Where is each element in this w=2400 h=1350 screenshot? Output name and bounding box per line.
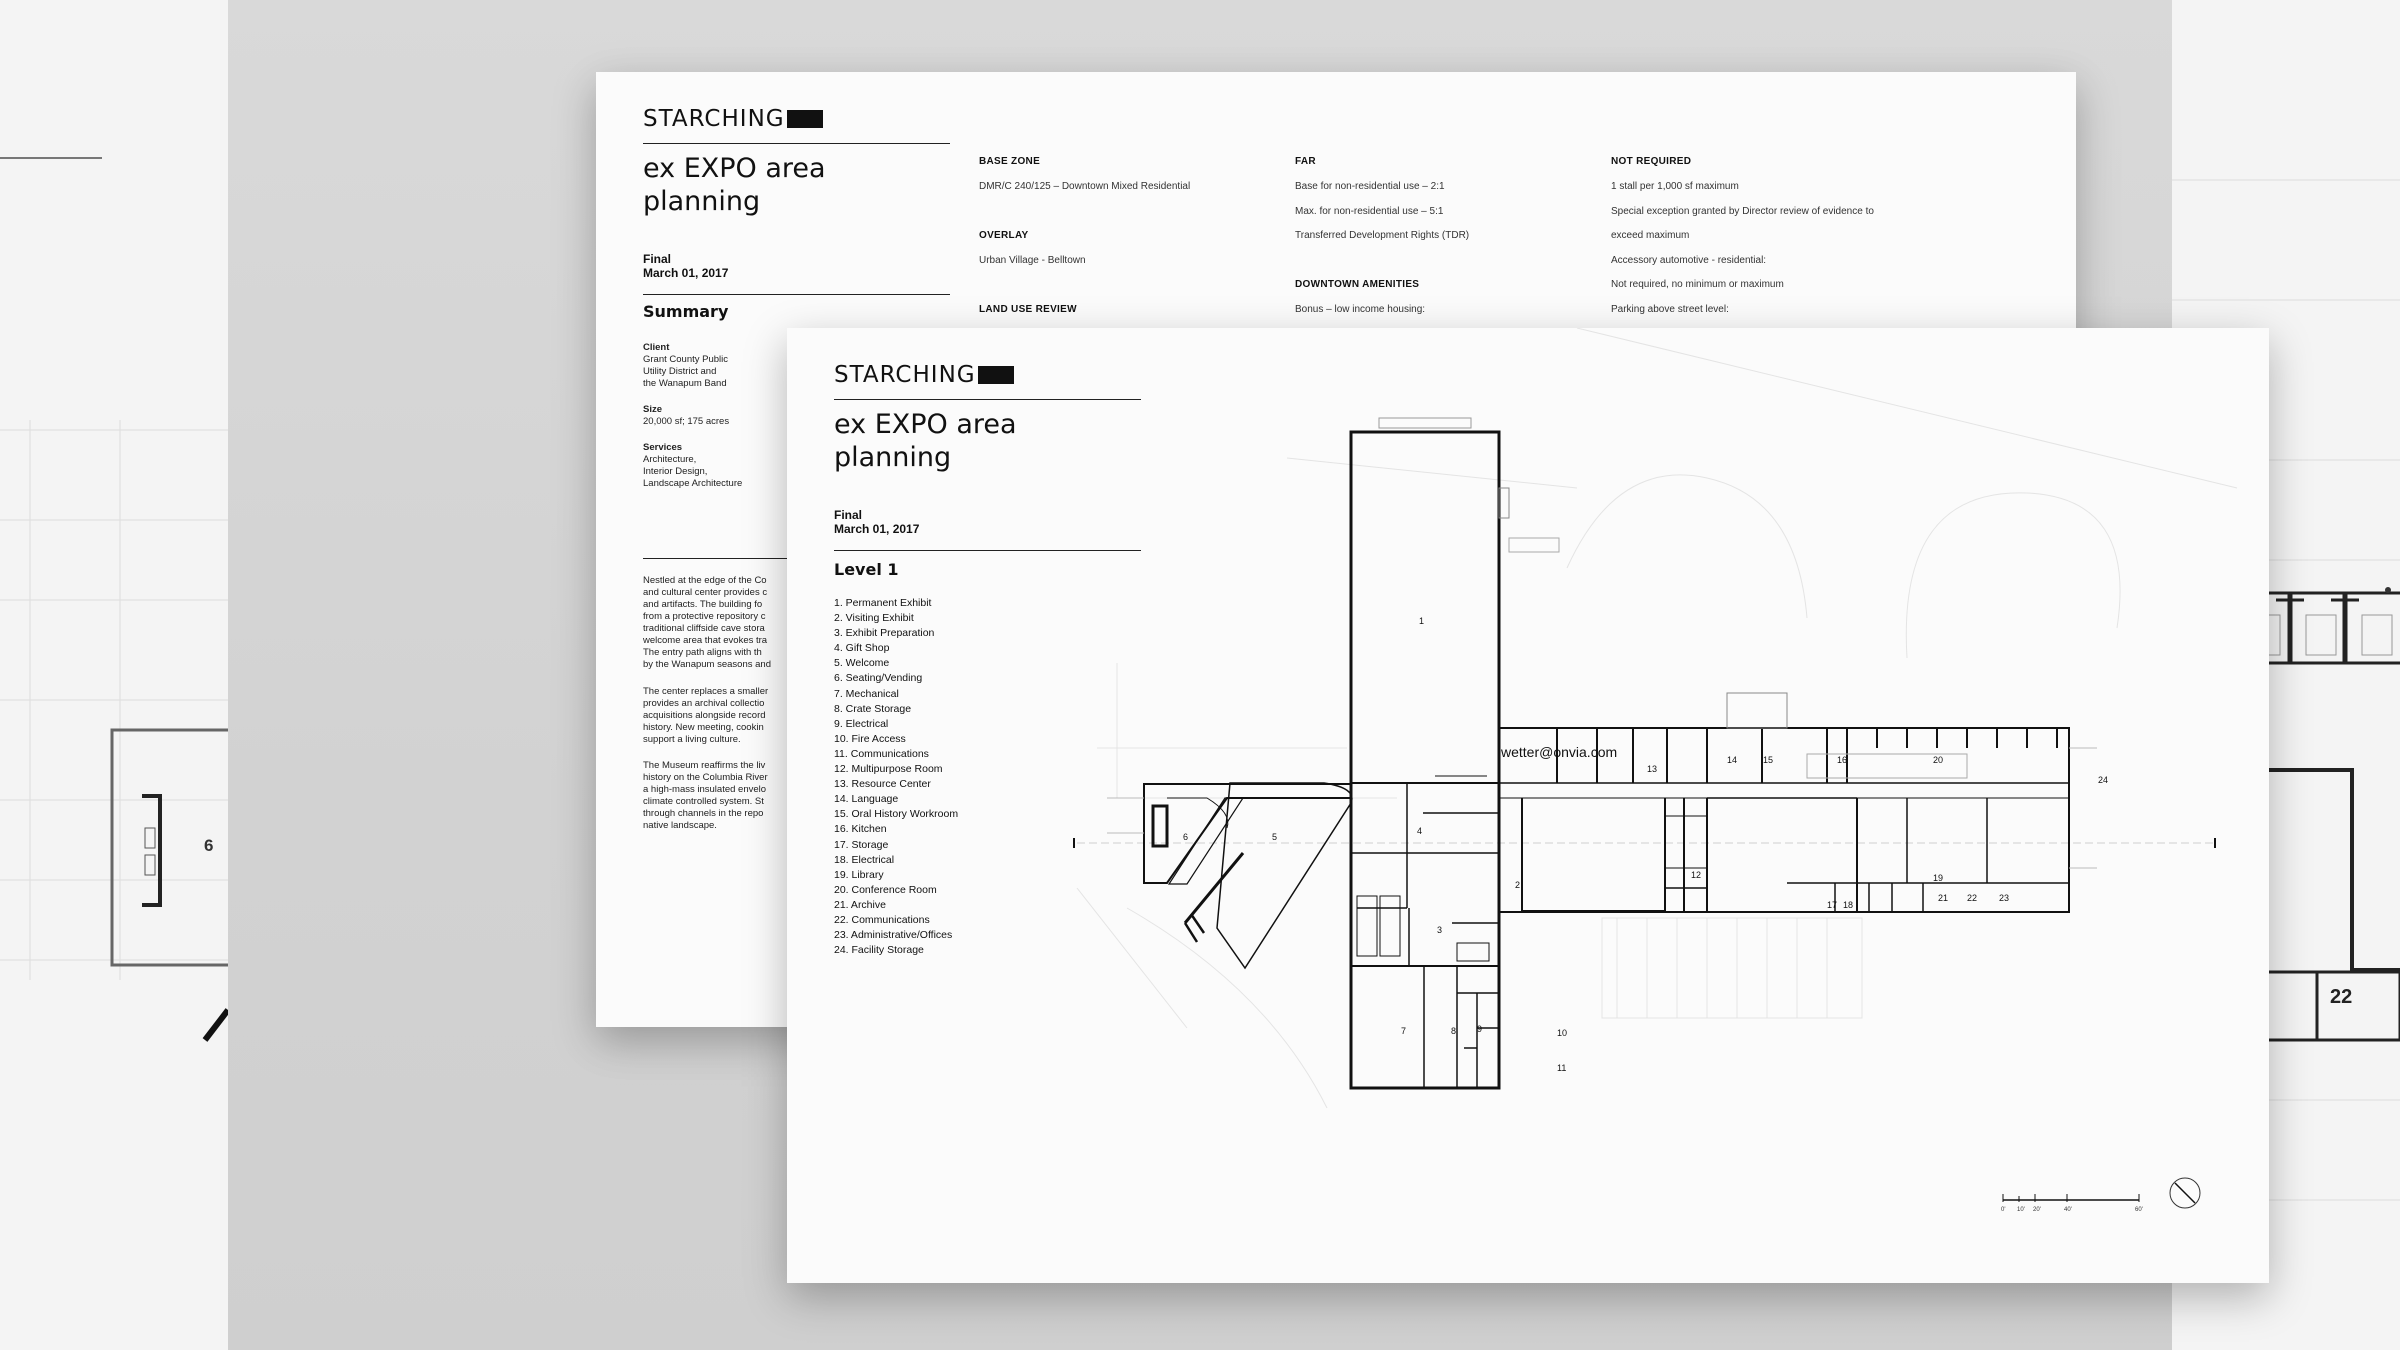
zoning-heading: OVERLAY: [979, 230, 1029, 241]
summary-paragraph: The Museum reaffirms the liv history on the Columbia River a high-mass insulated envelo climate controlled system. St through channels in the repo native landscape.: [643, 760, 768, 831]
status-label: Final: [834, 508, 863, 522]
legend-item: 24. Facility Storage: [834, 944, 924, 957]
brand-logo: [643, 106, 823, 132]
scale-tick-label: 60': [2135, 1207, 2143, 1213]
room-number: 17: [1827, 900, 1838, 910]
background-room-label: 22: [2330, 986, 2353, 1008]
legend-item: 20. Conference Room: [834, 883, 937, 896]
sheet-title: [643, 152, 826, 218]
room-number: 18: [1843, 900, 1854, 910]
divider: [643, 143, 950, 144]
room-number: 9: [1477, 1024, 1483, 1034]
background-room-label: 6: [204, 836, 214, 855]
logo-block: [787, 110, 823, 128]
legend-item: 18. Electrical: [834, 853, 895, 866]
zoning-text: Transferred Development Rights (TDR): [1295, 230, 1470, 241]
legend-item: 9. Electrical: [834, 717, 889, 730]
zoning-text: DMR/C 240/125 – Downtown Mixed Residential: [979, 181, 1191, 192]
meta-label: Services: [643, 442, 683, 453]
title-line: planning: [643, 186, 761, 217]
summary-paragraph: Nestled at the edge of the Co and cultural center provides c and artifacts. The building fo from a protective repository c traditional cliffside cave stora welcome area that evokes tra The entry path aligns with th by the Wanapum seasons and: [643, 575, 771, 670]
zoning-text: 1 stall per 1,000 sf maximum: [1611, 181, 1739, 192]
divider: [643, 558, 793, 559]
legend-item: 16. Kitchen: [834, 823, 887, 836]
meta-line: Landscape Architecture: [643, 478, 743, 489]
room-number: 5: [1272, 832, 1278, 842]
room-number: 10: [1557, 1028, 1568, 1038]
room-number: 1: [1419, 616, 1425, 626]
room-number: 21: [1938, 893, 1949, 903]
room-number: 12: [1691, 870, 1702, 880]
room-number: 3: [1437, 925, 1443, 935]
legend-item: 14. Language: [834, 793, 899, 806]
date-label: March 01, 2017: [643, 266, 729, 280]
zoning-text: exceed maximum: [1611, 230, 1690, 241]
room-number: 11: [1557, 1063, 1567, 1073]
scale-tick-label: 40': [2064, 1207, 2072, 1213]
meta-line: Grant County Public: [643, 354, 729, 365]
title-line: ex EXPO area: [834, 409, 1017, 440]
legend-item: 10. Fire Access: [834, 732, 906, 745]
zoning-heading: LAND USE REVIEW: [979, 304, 1077, 315]
room-number: 24: [2098, 775, 2109, 785]
zoning-heading: NOT REQUIRED: [1611, 156, 1692, 167]
title-line: ex EXPO area: [643, 153, 826, 184]
scale-bar: [2003, 1194, 2139, 1202]
legend-item: 17. Storage: [834, 838, 889, 851]
meta-label: Client: [643, 342, 670, 353]
legend-item: 3. Exhibit Preparation: [834, 627, 935, 640]
divider: [643, 294, 950, 295]
room-number: 16: [1837, 755, 1848, 765]
zoning-text: Max. for non-residential use – 5:1: [1295, 206, 1444, 217]
zoning-heading: BASE ZONE: [979, 156, 1041, 167]
scale-tick-label: 10': [2017, 1207, 2025, 1213]
scale-tick-label: 0': [2001, 1207, 2006, 1213]
east-wing: [1499, 693, 2097, 912]
legend-item: 12. Multipurpose Room: [834, 763, 943, 776]
zoning-text: Not required, no minimum or maximum: [1611, 279, 1784, 290]
logo-text: STARCHING: [834, 362, 976, 388]
zoning-text: Parking above street level:: [1611, 304, 1729, 315]
legend-item: 21. Archive: [834, 898, 886, 911]
north-arrow-icon: [2170, 1178, 2200, 1208]
services-block: [643, 442, 742, 490]
background-plan-left: [0, 0, 228, 1350]
legend-item: 22. Communications: [834, 913, 930, 926]
room-number: 13: [1647, 764, 1658, 774]
zoning-text: Accessory automotive - residential:: [1611, 255, 1767, 266]
room-number: 20: [1933, 755, 1944, 765]
room-number: 22: [1967, 893, 1978, 903]
level-heading: Level 1: [834, 560, 899, 579]
room-number: 8: [1451, 1026, 1457, 1036]
meta-line: 20,000 sf; 175 acres: [643, 416, 730, 427]
room-number: 15: [1763, 755, 1774, 765]
size-block: [643, 404, 729, 428]
legend-item: 1. Permanent Exhibit: [834, 597, 932, 609]
email-annotation: wetter@onvia.com: [1501, 744, 1618, 760]
presentation-stage: [228, 0, 2172, 1350]
zoning-text: Urban Village - Belltown: [979, 255, 1086, 266]
legend-item: 8. Crate Storage: [834, 702, 912, 715]
legend-item: 5. Welcome: [834, 657, 890, 670]
legend-item: 7. Mechanical: [834, 687, 899, 700]
site-context-lines: [1077, 328, 2237, 1108]
floor-plan-drawing: [787, 328, 2269, 1283]
meta-label: Size: [643, 404, 663, 415]
section-heading: Summary: [643, 302, 729, 321]
legend-item: 19. Library: [834, 868, 884, 881]
legend-item: 2. Visiting Exhibit: [834, 612, 914, 625]
status-label: Final: [643, 252, 672, 266]
meta-line: Architecture,: [643, 454, 697, 465]
scale-tick-label: 20': [2033, 1207, 2041, 1213]
room-number: 23: [1999, 893, 2010, 903]
room-number: 14: [1727, 755, 1738, 765]
date-label: March 01, 2017: [834, 522, 920, 536]
legend-item: 4. Gift Shop: [834, 642, 890, 655]
summary-paragraph: The center replaces a smaller provides an archival collectio acquisitions alongside record history. New meeting, cookin support a living culture.: [643, 686, 769, 745]
zoning-heading: FAR: [1295, 156, 1316, 167]
room-number: 19: [1933, 873, 1944, 883]
room-number: 4: [1417, 826, 1423, 836]
room-number: 7: [1401, 1026, 1407, 1036]
meta-line: Interior Design,: [643, 466, 708, 477]
west-wing: [1107, 783, 1352, 968]
zoning-heading: DOWNTOWN AMENITIES: [1295, 279, 1420, 290]
legend-item: 11. Communications: [834, 747, 929, 760]
meta-line: the Wanapum Band: [643, 378, 727, 389]
meta-line: Utility District and: [643, 366, 717, 377]
title-line: planning: [834, 442, 952, 473]
legend-item: 23. Administrative/Offices: [834, 929, 953, 942]
zoning-text: Base for non-residential use – 2:1: [1295, 181, 1445, 192]
legend-item: 6. Seating/Vending: [834, 672, 923, 685]
client-block: [643, 342, 728, 390]
legend-item: 15. Oral History Workroom: [834, 808, 959, 821]
floor-plan-sheet: [787, 328, 2269, 1283]
room-number: 6: [1183, 832, 1189, 842]
zoning-text: Bonus – low income housing:: [1295, 304, 1426, 315]
legend-item: 13. Resource Center: [834, 778, 931, 791]
logo-text: STARCHING: [643, 106, 785, 132]
room-number: 2: [1515, 880, 1521, 890]
zoning-text: Special exception granted by Director review of evidence to: [1611, 206, 1874, 217]
